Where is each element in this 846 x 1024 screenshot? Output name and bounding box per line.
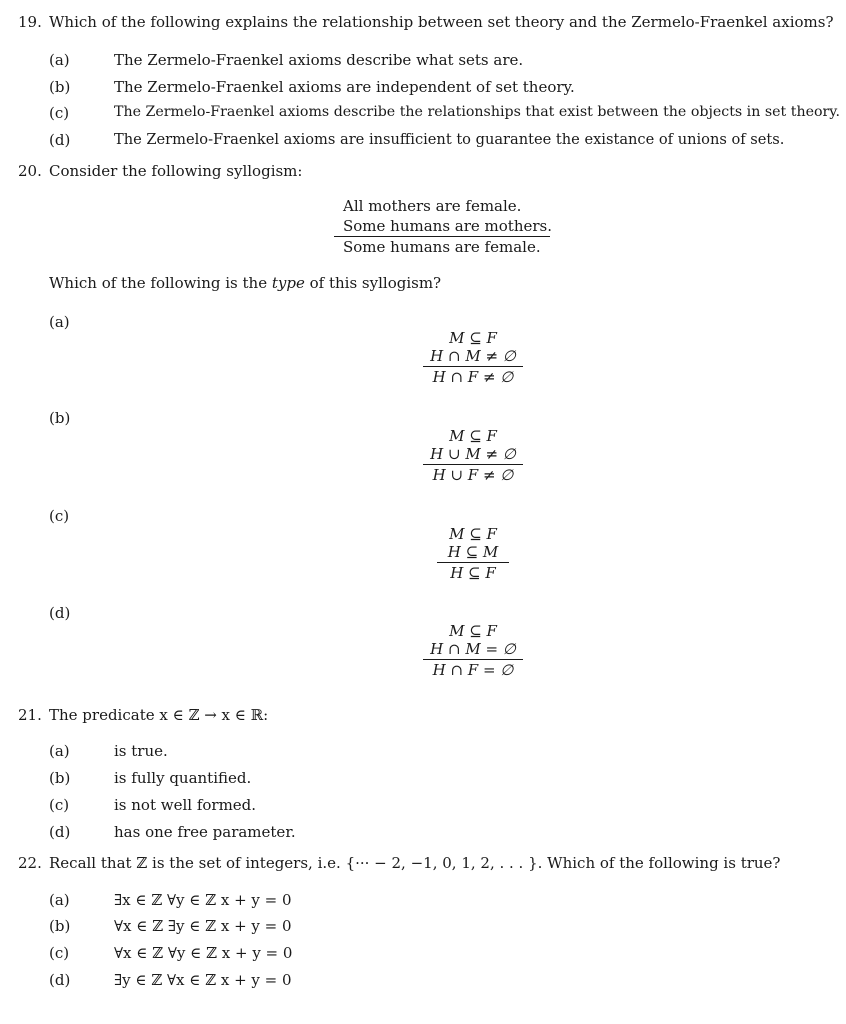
- option-label: (c): [49, 944, 70, 962]
- option-label: (b): [49, 78, 71, 96]
- conclusion: H ∩ F ≠ ∅: [432, 368, 514, 386]
- option-text: The Zermelo-Fraenkel axioms are independent of set theory.: [114, 78, 575, 96]
- option-formula: ∃y ∈ ℤ ∀x ∈ ℤ x + y = 0: [114, 971, 292, 989]
- premise-2: H ∩ M ≠ ∅: [430, 347, 516, 365]
- inference-rule: [437, 562, 509, 563]
- prompt-emphasis: type: [271, 274, 305, 292]
- conclusion: H ∪ F ≠ ∅: [432, 466, 514, 484]
- syllogism-type-a: [423, 329, 523, 386]
- option-text: has one free parameter.: [114, 823, 296, 841]
- option-text: is fully quantified.: [114, 769, 252, 787]
- question-text: Consider the following syllogism:: [49, 162, 303, 180]
- option-text: The Zermelo-Fraenkel axioms are insufficient to guarantee the existance of unions of sets.: [114, 131, 785, 148]
- question-number: 20.: [18, 162, 42, 180]
- inference-rule: [334, 236, 550, 237]
- inference-rule: [423, 366, 523, 367]
- option-formula: ∀x ∈ ℤ ∀y ∈ ℤ x + y = 0: [114, 944, 293, 962]
- option-label: (a): [49, 313, 70, 331]
- syllogism-conclusion: Some humans are female.: [343, 238, 541, 256]
- conclusion: H ⊆ F: [450, 564, 496, 582]
- syllogism: [334, 197, 553, 256]
- option-label: (c): [49, 104, 70, 122]
- question-text: Recall that ℤ is the set of integers, i.e. {··· − 2, −1, 0, 1, 2, . . . }. Which of the following is true?: [49, 854, 781, 872]
- conclusion: H ∩ F = ∅: [432, 661, 514, 679]
- option-label: (d): [49, 971, 71, 989]
- question-number: 22.: [18, 854, 42, 872]
- syllogism-type-d: [423, 622, 523, 679]
- option-label: (d): [49, 131, 71, 149]
- premise-1: M ⊆ F: [449, 525, 497, 543]
- question-text: The predicate x ∈ ℤ → x ∈ ℝ:: [49, 706, 269, 724]
- premise-2: H ∪ M ≠ ∅: [430, 445, 516, 463]
- prompt-text: Which of the following is the: [49, 274, 272, 292]
- syllogism-premise: Some humans are mothers.: [343, 217, 553, 235]
- option-formula: ∃x ∈ ℤ ∀y ∈ ℤ x + y = 0: [114, 891, 292, 909]
- inference-rule: [423, 464, 523, 465]
- syllogism-premise: All mothers are female.: [343, 197, 522, 215]
- option-label: (c): [49, 796, 70, 814]
- option-text: The Zermelo-Fraenkel axioms describe the relationships that exist between the objects in set theory.: [114, 104, 840, 120]
- option-text: is true.: [114, 742, 168, 760]
- option-label: (a): [49, 742, 70, 760]
- premise-2: H ⊆ M: [447, 543, 499, 561]
- option-label: (a): [49, 891, 70, 909]
- option-label: (b): [49, 769, 71, 787]
- option-label: (a): [49, 51, 70, 69]
- inference-rule: [423, 659, 523, 660]
- prompt-text: of this syllogism?: [304, 274, 442, 292]
- premise-1: M ⊆ F: [449, 329, 497, 347]
- option-label: (d): [49, 604, 71, 622]
- premise-1: M ⊆ F: [449, 427, 497, 445]
- question-number: 21.: [18, 706, 42, 724]
- option-label: (b): [49, 917, 71, 935]
- option-label: (c): [49, 507, 70, 525]
- option-label: (d): [49, 823, 71, 841]
- question-number: 19.: [18, 13, 42, 31]
- premise-1: M ⊆ F: [449, 622, 497, 640]
- premise-2: H ∩ M = ∅: [430, 640, 516, 658]
- question-prompt: [49, 274, 441, 292]
- option-text: The Zermelo-Fraenkel axioms describe what sets are.: [114, 51, 524, 69]
- option-formula: ∀x ∈ ℤ ∃y ∈ ℤ x + y = 0: [114, 917, 292, 935]
- syllogism-type-b: [423, 427, 523, 484]
- option-text: is not well formed.: [114, 796, 257, 814]
- question-text: Which of the following explains the relationship between set theory and the Zermelo-Fraenkel axioms?: [49, 13, 834, 31]
- syllogism-type-c: [437, 525, 509, 582]
- option-label: (b): [49, 409, 71, 427]
